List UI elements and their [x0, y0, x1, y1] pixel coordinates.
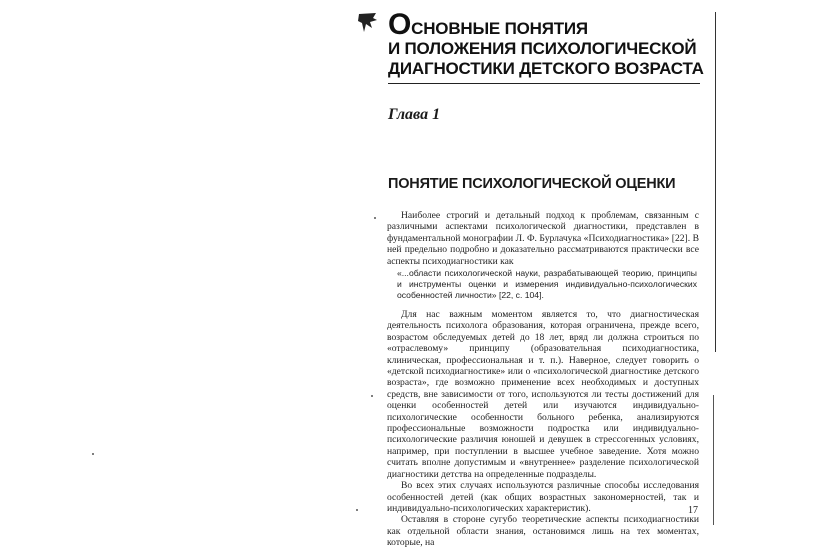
scan-speck — [356, 509, 358, 511]
page-number: 17 — [688, 505, 698, 516]
corner-ornament-icon — [358, 12, 378, 34]
part-title — [388, 8, 708, 84]
paragraph-4: Оставляя в стороне сугубо теоретические аспекты психодиагностики как отдельной области знания, остановимся лишь на тех моментах, которые, на — [387, 514, 699, 549]
part-title-line-2: И ПОЛОЖЕНИЯ ПСИХОЛОГИЧЕСКОЙ — [388, 39, 697, 58]
page-edge-line — [715, 12, 716, 352]
paragraph-3: Во всех этих случаях используются различные способы исследования особенностей детей (как общих возрастных закономерностей, так и индивидуально-психологических характеристик). — [387, 480, 699, 514]
scan-speck — [374, 217, 376, 219]
paragraph-1: Наиболее строгий и детальный подход к проблемам, связанным с различными аспектами психологической диагностики, представлен в фундаментальной монографии Л. Ф. Бурлачука «Психодиагностика» [22]. В ней предельно подробно и доказательно рассматриваются практически все аспекты психодиагностики как — [387, 210, 699, 267]
part-title-line-1 — [388, 8, 708, 41]
part-title-dropcap: О — [388, 8, 412, 41]
paragraph-2: Для нас важным моментом является то, что диагностическая деятельность психолога образования, которая ограничена, прежде всего, возрастом обследуемых детей до 18 лет, вряд ли должна строиться по «отраслевому» принципу (образовательная психодиагностика, клиническая, профессиональная и т. п.). Наверное, следует говорить о «детской психодиагностике» или о «психологической диагностике детского возраста», где возможно применение всех необходимых и доступных средств, вне зависимости от того, используются ли тесты достижений для оценки особенностей детей или изучаются индивидуально-психологические особенности больного ребенка, анализируются профессиональные возможности подростка или индивидуально-психологические различия юношей и девушек в стрессогенных условиях, например, при поступлении в высшее учебное заведение. Хотя можно считать вполне допустимым и «внутреннее» разделение психологической диагностики детства на определенные подразделы. — [387, 309, 699, 480]
scan-speck — [92, 453, 94, 455]
part-title-line-1-text: СНОВНЫЕ ПОНЯТИЯ — [411, 19, 588, 38]
part-title-line-3: ДИАГНОСТИКИ ДЕТСКОГО ВОЗРАСТА — [388, 59, 704, 78]
main-text-block — [387, 309, 699, 549]
chapter-heading: Глава 1 — [388, 106, 441, 123]
section-title: ПОНЯТИЕ ПСИХОЛОГИЧЕСКОЙ ОЦЕНКИ — [388, 176, 676, 192]
page-edge-line-lower — [713, 395, 714, 525]
title-underline — [388, 83, 700, 84]
paragraph-1-block — [387, 210, 699, 267]
scan-speck — [371, 395, 373, 397]
block-quote: «...области психологической науки, разрабатывающей теорию, принципы и инструменты оценки и измерения индивидуально-психологических особенностей личности» [22, с. 104]. — [397, 268, 697, 301]
